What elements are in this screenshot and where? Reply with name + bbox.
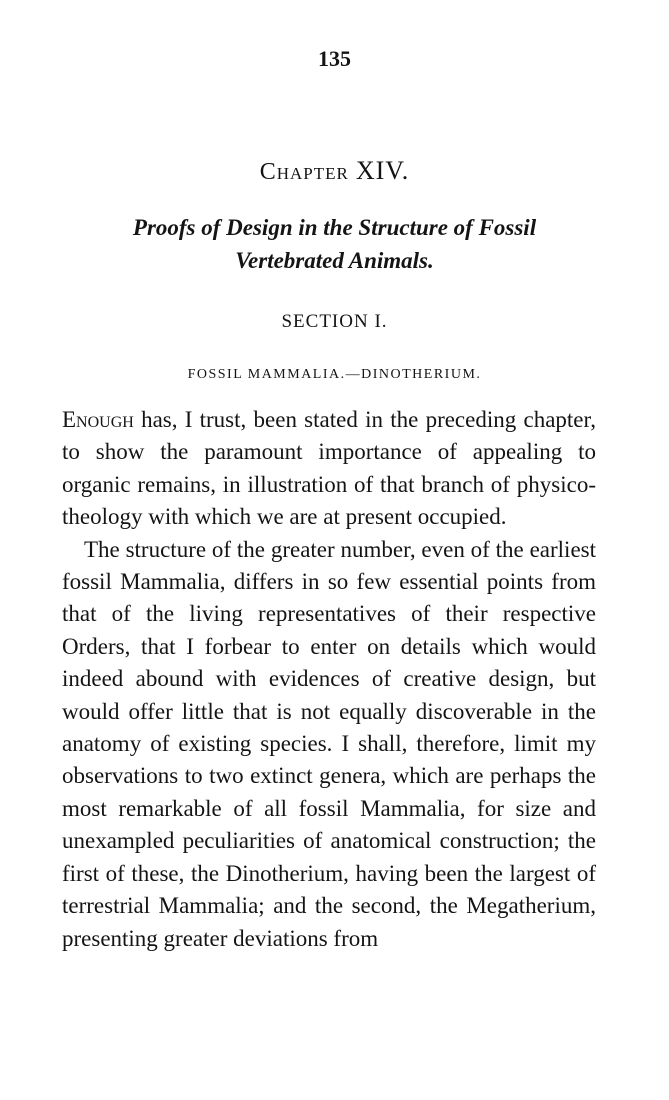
page-number: 135 <box>318 46 351 71</box>
body-text <box>62 404 596 955</box>
paragraph-1-text: has, I trust, been stated in the preceding chapter, to show the paramount importance of appealing to organic remains, in illustration of that branch of physico-theology with which we are at present occupied. <box>62 407 596 530</box>
paragraph-1 <box>62 404 596 534</box>
paragraph-1-lead: Enough <box>62 407 134 432</box>
subsection-heading: FOSSIL MAMMALIA.—DINOTHERIUM. <box>187 367 482 382</box>
chapter-subtitle <box>60 211 609 277</box>
section-heading: SECTION I. <box>281 311 388 332</box>
chapter-numeral: XIV. <box>355 156 410 185</box>
chapter-word: Chapter <box>259 159 349 185</box>
subtitle-line-1: Proofs of Design in the Structure of Fossil <box>132 215 537 240</box>
subtitle-line-2: Vertebrated Animals. <box>235 248 434 273</box>
chapter-heading <box>0 156 669 186</box>
paragraph-2: The structure of the greater number, even of the earliest fossil Mammalia, differs in so few essential points from that of the living representatives of their respective Orders, that I forbear to enter on details which would indeed abound with evidences of creative design, but would offer little that is not equally discoverable in the anatomy of existing species. I shall, therefore, limit my observations to two extinct genera, which are perhaps the most remarkable of all fossil Mammalia, for size and unexampled peculiarities of anatomical construction; the first of these, the Dinotherium, having been the largest of terrestrial Mammalia; and the second, the Megatherium, presenting greater deviations from <box>62 536 596 951</box>
